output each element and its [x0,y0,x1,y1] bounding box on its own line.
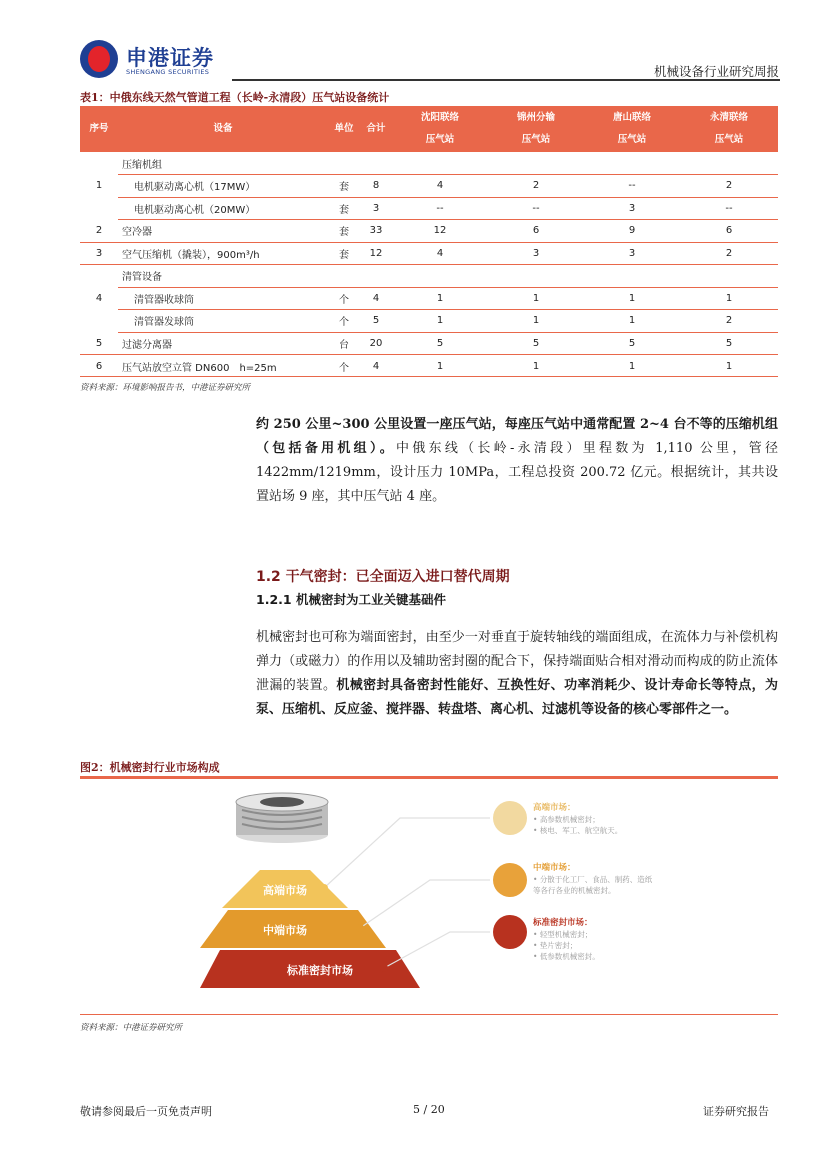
cell-s4: -- [680,197,778,220]
cell-s2 [488,265,584,288]
logo-english-name: SHENGANG SECURITIES [126,68,210,76]
cell-s4: 2 [680,310,778,333]
market-item: • 核电、军工、航空航天。 [533,826,623,835]
header-equipment: 设备 [118,106,328,152]
connector-dot-top [320,884,328,892]
figure-bottom-rule [80,1014,778,1015]
cell-s4: 6 [680,220,778,243]
cell-s1 [392,265,488,288]
cell-total: 8 [360,175,392,198]
cell-total: 4 [360,287,392,310]
market-item-text: 分散于化工厂、食品、制药、造纸 [539,875,653,884]
header-unit: 单位 [328,106,360,152]
cell-s3 [584,152,680,175]
table-row [80,197,778,220]
cell-unit: 个 [328,287,360,310]
cell-s2: -- [488,197,584,220]
cell-no: 6 [95,360,103,372]
cell-s2: 6 [488,220,584,243]
table-row [80,332,778,355]
market-structure-diagram [200,780,680,1010]
cell-total [360,152,392,175]
market-item-text: 轻型机械密封； [539,930,593,939]
figure-top-rule [80,776,778,779]
figure-title: 图2：机械密封行业市场构成 [80,761,220,774]
connector-dot-bottom [380,964,388,972]
cell-s2: 2 [488,175,584,198]
header-station-shenyang [392,106,488,152]
market-item: • 轻型机械密封； [533,930,593,939]
market-item-text: 低参数机械密封。 [539,952,600,961]
cell-total: 12 [360,242,392,265]
table-row [80,265,778,288]
table-header-row [80,106,778,152]
market-item-text: 等各行各业的机械密封。 [533,886,616,895]
logo-s-glyph [88,46,110,72]
section-heading: 1.2 干气密封：已全面迈入进口替代周期 [256,569,510,585]
footer-report-label: 证券研究报告 [703,1105,769,1118]
cell-s4: 1 [725,360,733,372]
market-item: • 垫片密封； [533,941,578,950]
pyramid-bottom-label: 标准密封市场 [287,964,353,977]
cell-equipment: 清管器发球筒 [118,310,328,333]
header-station-tangshan [584,106,680,152]
market-title-standard: 标准密封市场： [533,918,593,928]
cell-s1: 1 [392,310,488,333]
header-label: 沈阳联络 [420,112,459,123]
cell-equipment: 清管器收球筒 [118,287,328,310]
table-row [80,152,778,175]
market-item [533,885,616,895]
cell-s2: 5 [488,332,584,355]
figure-source: 资料来源：中港证券研究所 [80,1023,183,1033]
header-seq: 序号 [80,106,118,152]
market-circle-mid-range [493,863,527,897]
company-logo [80,40,240,80]
cell-total [360,265,392,288]
logo-chinese-name: 申港证券 [126,46,214,70]
cell-s3: 1 [628,360,636,372]
cell-s4: 5 [680,332,778,355]
header-station-jinzhou [488,106,584,152]
cell-total: 3 [360,197,392,220]
cell-total: 33 [360,220,392,243]
market-item-text: 垫片密封； [539,941,578,950]
cell-s3: 1 [584,310,680,333]
cell-s2: 1 [488,287,584,310]
cell-no: 3 [80,242,118,265]
header-label: 压气站 [425,134,455,145]
table-row [80,242,778,265]
cell-equipment: 空气压缩机（撬装），900m³/h [118,242,328,265]
cell-total: 20 [360,332,392,355]
header-label: 锦州分输 [516,112,555,123]
market-item: • 分散于化工厂、食品、制药、造纸 [533,875,653,884]
market-item: • 高参数机械密封； [533,815,600,824]
cell-unit: 台 [328,332,360,355]
cell-s4: 1 [680,287,778,310]
cell-s1: 1 [436,360,444,372]
cell-total: 4 [372,360,380,372]
cell-unit [328,265,360,288]
cell-unit: 套 [328,242,360,265]
market-item-text: 高参数机械密封； [539,815,600,824]
cell-s3: 9 [584,220,680,243]
cell-s1: 5 [392,332,488,355]
market-item: • 低参数机械密封。 [533,952,600,961]
pyramid-middle-label: 中端市场 [263,924,307,937]
table-row [80,220,778,243]
cell-total: 5 [360,310,392,333]
cell-s2 [488,152,584,175]
header-label: 压气站 [714,134,744,145]
equipment-table [80,106,778,377]
cell-unit: 个 [339,362,349,374]
paragraph-text: 机械密封也可称为端面密封，由至少一对垂直于旋转轴线的端面组成，在流体力与补偿机构弹力（或磁力）的作用以及辅助密封圈的配合下，保持端面贴合相对滑动而构成的防止流体泄漏的装置。 [256,630,778,693]
cell-s2: 1 [532,360,540,372]
header-station-yongqing [680,106,778,152]
market-title-high-end: 高端市场： [533,803,576,813]
table-bottom-rule [80,376,778,377]
market-title-mid-range: 中端市场： [533,863,576,873]
header-label: 唐山联络 [612,112,651,123]
paragraph-text: 中俄东线（长岭-永清段）里程数为 1,110 公里，管径 1422mm/1219mm，设计压力 10MPa，工程总投资 200.72 亿元。根据统计，其共设置站场 9 座，其中压气站 4 座。 [256,441,778,504]
cell-equipment: 压缩机组 [122,159,162,171]
page-number: 5 / 20 [413,1103,445,1116]
header-divider [232,79,780,81]
cell-unit: 套 [328,220,360,243]
mechanical-seal-image [236,793,328,843]
cell-s1: 12 [392,220,488,243]
cell-s1 [392,152,488,175]
subsection-heading: 1.2.1 机械密封为工业关键基础件 [256,592,446,607]
cell-s1: 4 [392,242,488,265]
cell-s3: -- [584,175,680,198]
cell-s2: 1 [488,310,584,333]
cell-s3: 1 [584,287,680,310]
cell-no: 1 [95,180,103,192]
table-row [80,355,778,378]
report-type: 机械设备行业研究周报 [653,64,779,79]
cell-s1: 1 [392,287,488,310]
footer-disclaimer: 敬请参阅最后一页免责声明 [80,1105,212,1118]
paragraph-compressor-stations [256,413,778,509]
cell-no: 2 [80,220,118,243]
cell-s2: 3 [488,242,584,265]
cell-s4: 2 [680,175,778,198]
cell-s3 [584,265,680,288]
cell-s1: 4 [392,175,488,198]
header-label: 永清联络 [709,112,748,123]
market-circle-high-end [493,801,527,835]
cell-s3: 3 [584,197,680,220]
cell-s4: 2 [680,242,778,265]
table-title: 表1：中俄东线天然气管道工程（长岭-永清段）压气站设备统计 [80,91,390,104]
market-item-text: 核电、军工、航空航天。 [539,826,623,835]
cell-s4 [680,265,778,288]
cell-equipment: 空冷器 [118,220,328,243]
header-total: 合计 [360,106,392,152]
header-label: 压气站 [617,134,647,145]
cell-equipment: 过滤分离器 [118,332,328,355]
cell-equipment: 压气站放空立管 DN600 h=25m [122,362,277,374]
table-row [80,310,778,333]
cell-s1: -- [392,197,488,220]
paragraph-mechanical-seal [256,626,778,722]
cell-s3: 3 [584,242,680,265]
table-row [80,175,778,198]
table-source: 资料来源：环境影响报告书，中港证券研究所 [80,383,251,393]
header-label: 压气站 [521,134,551,145]
cell-equipment: 清管设备 [122,272,162,284]
cell-equipment: 电机驱动离心机（17MW） [118,175,328,198]
cell-unit [328,152,360,175]
pyramid-top-label: 高端市场 [263,884,307,897]
market-circle-standard [493,915,527,949]
cell-s3: 5 [584,332,680,355]
cell-equipment: 电机驱动离心机（20MW） [118,197,328,220]
paragraph-bold: 约 250 公里~300 公里设置一座压气站，每座压气站中通常配置 2~4 台不等的压缩机组（包括备用机组）。 [256,417,778,456]
cell-no: 4 [95,293,103,304]
connector-dot-middle [356,924,364,932]
cell-no: 5 [80,332,118,355]
cell-unit: 套 [328,175,360,198]
cell-unit: 套 [328,197,360,220]
cell-s4 [680,152,778,175]
paragraph-bold: 机械密封具备密封性能好、互换性好、功率消耗少、设计寿命长等特点，为泵、压缩机、反应釜、搅拌器、转盘塔、离心机、过滤机等设备的核心零部件之一。 [256,678,778,717]
cell-unit: 个 [328,310,360,333]
table-row [80,287,778,310]
